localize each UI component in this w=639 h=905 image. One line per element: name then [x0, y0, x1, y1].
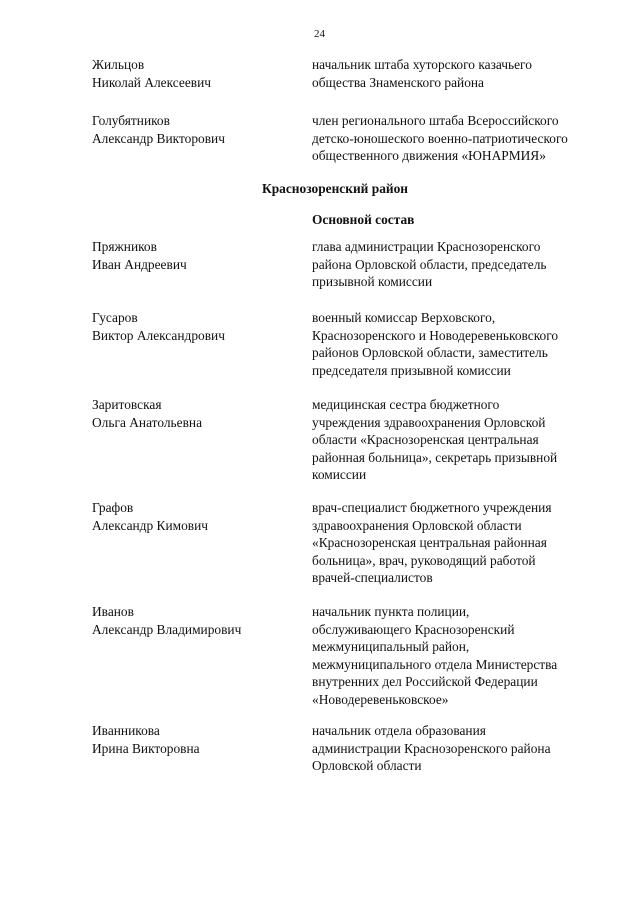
- member-name: [92, 112, 302, 147]
- section-title: Краснозоренский район: [262, 181, 409, 196]
- position-line: администрации Краснозоренского района: [312, 740, 551, 756]
- position-line: внутренних дел Российской Федерации: [312, 674, 538, 689]
- position-line: межмуниципального отдела Министерства: [312, 656, 558, 672]
- member-position: [312, 238, 612, 291]
- member-position: [312, 603, 612, 708]
- member-name: [92, 603, 302, 638]
- position-line: общественного движения «ЮНАРМИЯ»: [312, 148, 546, 163]
- member-given-names: Александр Кимович: [92, 517, 209, 533]
- member-surname: Пряжников: [92, 239, 157, 254]
- position-line: председателя призывной комиссии: [312, 362, 511, 378]
- position-line: районная больница», секретарь призывной: [312, 449, 558, 465]
- position-line: общества Знаменского района: [312, 74, 485, 90]
- position-line: учреждения здравоохранения Орловской: [312, 414, 546, 430]
- position-line: здравоохранения Орловской области: [312, 517, 522, 533]
- member-given-names: Николай Алексеевич: [92, 74, 212, 90]
- member-surname: Голубятников: [92, 113, 170, 128]
- position-line: глава администрации Краснозоренского: [312, 239, 541, 254]
- member-position: [312, 56, 612, 91]
- page-number: 24: [314, 28, 325, 40]
- position-line: района Орловской области, председатель: [312, 256, 547, 272]
- position-line: комиссии: [312, 467, 367, 482]
- position-line: Краснозоренского и Новодеревеньковского: [312, 327, 559, 343]
- member-name: [92, 499, 302, 534]
- member-surname: Жильцов: [92, 57, 145, 72]
- position-line: «Краснозоренская центральная районная: [312, 535, 547, 550]
- position-line: член регионального штаба Всероссийского: [312, 113, 559, 128]
- position-line: начальник штаба хуторского казачьего: [312, 57, 532, 72]
- position-line: начальник пункта полиции,: [312, 604, 470, 619]
- position-line: районов Орловской области, заместитель: [312, 345, 548, 360]
- member-given-names: Иван Андреевич: [92, 256, 187, 272]
- member-position: [312, 499, 612, 587]
- position-line: больница», врач, руководящий работой: [312, 552, 536, 568]
- member-position: [312, 309, 612, 379]
- member-name: [92, 238, 302, 273]
- member-surname: Иванникова: [92, 723, 160, 738]
- member-given-names: Александр Викторович: [92, 130, 225, 146]
- position-line: Орловской области: [312, 758, 422, 773]
- position-line: обслуживающего Краснозоренский: [312, 621, 515, 637]
- position-line: врач-специалист бюджетного учреждения: [312, 500, 552, 515]
- position-line: врачей-специалистов: [312, 570, 433, 585]
- position-line: межмуниципальный район,: [312, 639, 470, 654]
- position-line: военный комиссар Верховского,: [312, 310, 496, 325]
- member-name: [92, 56, 302, 91]
- member-name: [92, 309, 302, 344]
- member-surname: Гусаров: [92, 310, 138, 325]
- member-surname: Заритовская: [92, 397, 162, 412]
- member-position: [312, 112, 612, 165]
- member-position: [312, 396, 612, 484]
- position-line: области «Краснозоренская центральная: [312, 432, 539, 447]
- position-line: детско-юношеского военно-патриотического: [312, 130, 568, 146]
- position-line: призывной комиссии: [312, 274, 433, 289]
- position-line: «Новодеревеньковское»: [312, 691, 449, 707]
- subsection-title: Основной состав: [312, 212, 415, 227]
- member-name: [92, 722, 302, 757]
- member-given-names: Ольга Анатольевна: [92, 414, 203, 430]
- member-given-names: Ирина Викторовна: [92, 740, 200, 756]
- member-surname: Графов: [92, 500, 134, 515]
- member-given-names: Виктор Александрович: [92, 327, 225, 343]
- member-name: [92, 396, 302, 431]
- member-position: [312, 722, 612, 775]
- member-surname: Иванов: [92, 604, 134, 619]
- position-line: медицинская сестра бюджетного: [312, 397, 500, 412]
- member-given-names: Александр Владимирович: [92, 621, 242, 637]
- position-line: начальник отдела образования: [312, 723, 486, 738]
